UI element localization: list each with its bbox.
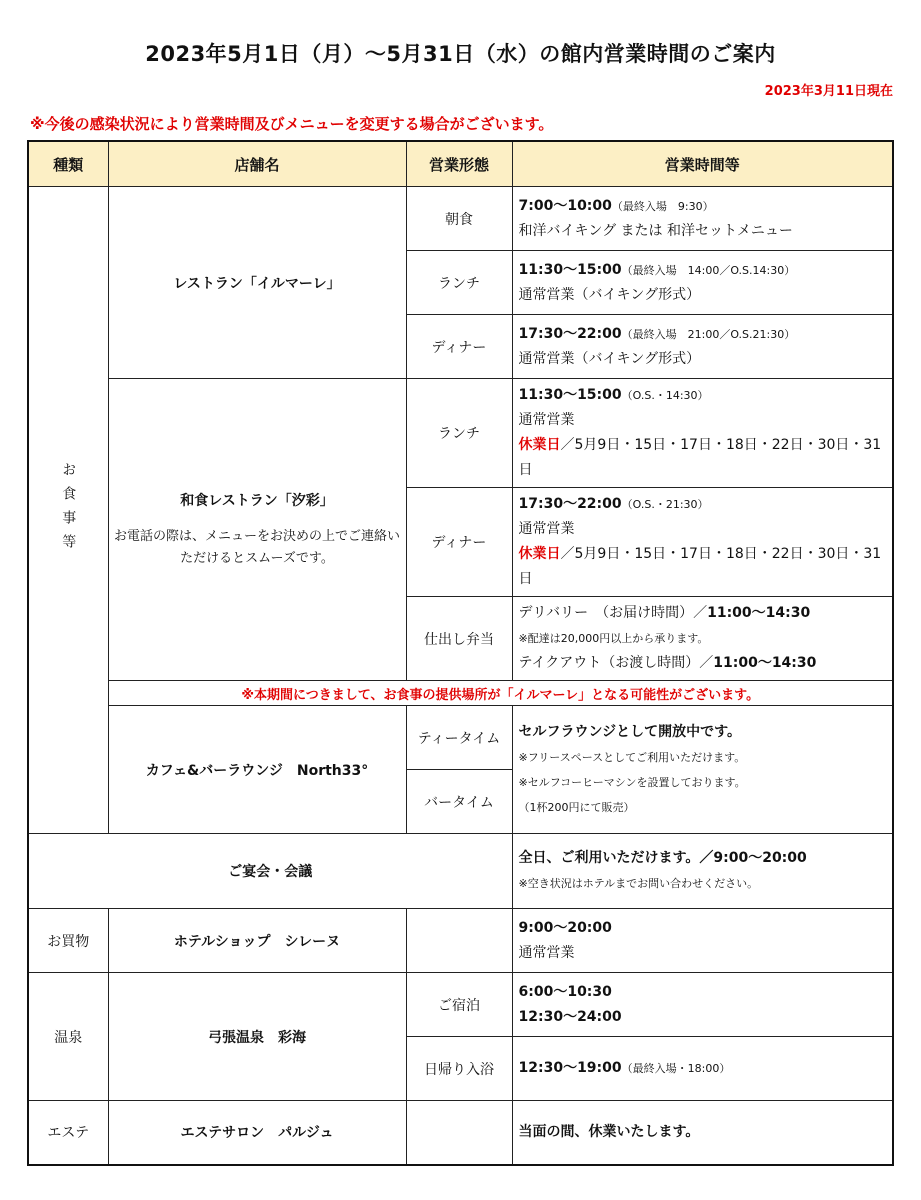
- header-form: 営業形態: [406, 141, 512, 187]
- hours-bento: デリバリー （お届け時間）／11:00～14:30 ※配達は20,000円以上から承ります。 テイクアウト（お渡し時間）／11:00～14:30: [512, 597, 893, 681]
- category-este: エステ: [28, 1101, 108, 1165]
- store-este: エステサロン パルジュ: [108, 1101, 406, 1165]
- table-row: [28, 834, 893, 909]
- form-shop: [406, 909, 512, 973]
- category-shop: お買物: [28, 909, 108, 973]
- hours-shop: 9:00～20:00 通常営業: [512, 909, 893, 973]
- hours-shiosai-dinner: 17:30～22:00（O.S.・21:30） 通常営業 休業日／5月9日・15日・17日・18日・22日・30日・31日: [512, 488, 893, 597]
- form-onsen-stay: ご宿泊: [406, 973, 512, 1037]
- form-teatime: ティータイム: [406, 706, 512, 770]
- hours-table: [27, 140, 894, 1166]
- category-onsen: 温泉: [28, 973, 108, 1101]
- header-hours: 営業時間等: [512, 141, 893, 187]
- form-onsen-day: 日帰り入浴: [406, 1037, 512, 1101]
- store-shiosai: 和食レストラン「汐彩」 お電話の際は、メニューをお決めの上でご連絡いただけるとスムーズです。: [108, 379, 406, 681]
- store-shop: ホテルショップ シレーヌ: [108, 909, 406, 973]
- hours-lunch: 11:30～15:00（最終入場 14:00／O.S.14:30） 通常営業（バイキング形式）: [512, 251, 893, 315]
- form-bento: 仕出し弁当: [406, 597, 512, 681]
- store-shiosai-note: お電話の際は、メニューをお決めの上でご連絡いただけるとスムーズです。: [113, 528, 400, 566]
- hours-breakfast: 7:00～10:00（最終入場 9:30） 和洋バイキング または 和洋セットメニュー: [512, 187, 893, 251]
- table-row: [28, 706, 893, 770]
- warning-notice: ※今後の感染状況により営業時間及びメニューを変更する場合がございます。: [30, 115, 554, 133]
- hours-shiosai-lunch: 11:30～15:00（O.S.・14:30） 通常営業 休業日／5月9日・15日・17日・18日・22日・30日・31日: [512, 379, 893, 488]
- store-onsen: 弓張温泉 彩海: [108, 973, 406, 1101]
- table-row: [28, 909, 893, 973]
- table-header-row: [28, 141, 893, 187]
- form-este: [406, 1101, 512, 1165]
- form-shiosai-dinner: ディナー: [406, 488, 512, 597]
- header-store: 店舗名: [108, 141, 406, 187]
- form-lunch: ランチ: [406, 251, 512, 315]
- form-shiosai-lunch: ランチ: [406, 379, 512, 488]
- header-type: 種類: [28, 141, 108, 187]
- table-row: [28, 681, 893, 706]
- dining-notice: ※本期間につきまして、お食事の提供場所が「イルマーレ」となる可能性がございます。: [108, 681, 893, 706]
- store-ilmare: レストラン「イルマーレ」: [108, 187, 406, 379]
- form-bartime: バータイム: [406, 770, 512, 834]
- table-row: [28, 187, 893, 251]
- hours-este: 当面の間、休業いたします。: [512, 1101, 893, 1165]
- as-of-date: 2023年3月11日現在: [764, 84, 893, 99]
- form-dinner: ディナー: [406, 315, 512, 379]
- table-row: [28, 379, 893, 488]
- store-banquet: ご宴会・会議: [28, 834, 512, 909]
- hours-dinner: 17:30～22:00（最終入場 21:00／O.S.21:30） 通常営業（バイキング形式）: [512, 315, 893, 379]
- hours-onsen-stay: 6:00～10:30 12:30～24:00: [512, 973, 893, 1037]
- table-row: [28, 973, 893, 1037]
- hours-onsen-day: 12:30～19:00（最終入場・18:00）: [512, 1037, 893, 1101]
- hours-banquet: 全日、ご利用いただけます。／9:00～20:00 ※空き状況はホテルまでお問い合わせください。: [512, 834, 893, 909]
- table-row: [28, 1101, 893, 1165]
- form-breakfast: 朝食: [406, 187, 512, 251]
- store-cafe: カフェ&バーラウンジ North33°: [108, 706, 406, 834]
- page-title: 2023年5月1日（月）～5月31日（水）の館内営業時間のご案内: [145, 42, 776, 66]
- hours-cafe: セルフラウンジとして開放中です。 ※フリースペースとしてご利用いただけます。 ※セルフコーヒーマシンを設置しております。 （1杯200円にて販売）: [512, 706, 893, 834]
- category-dining: お食事等: [28, 187, 108, 834]
